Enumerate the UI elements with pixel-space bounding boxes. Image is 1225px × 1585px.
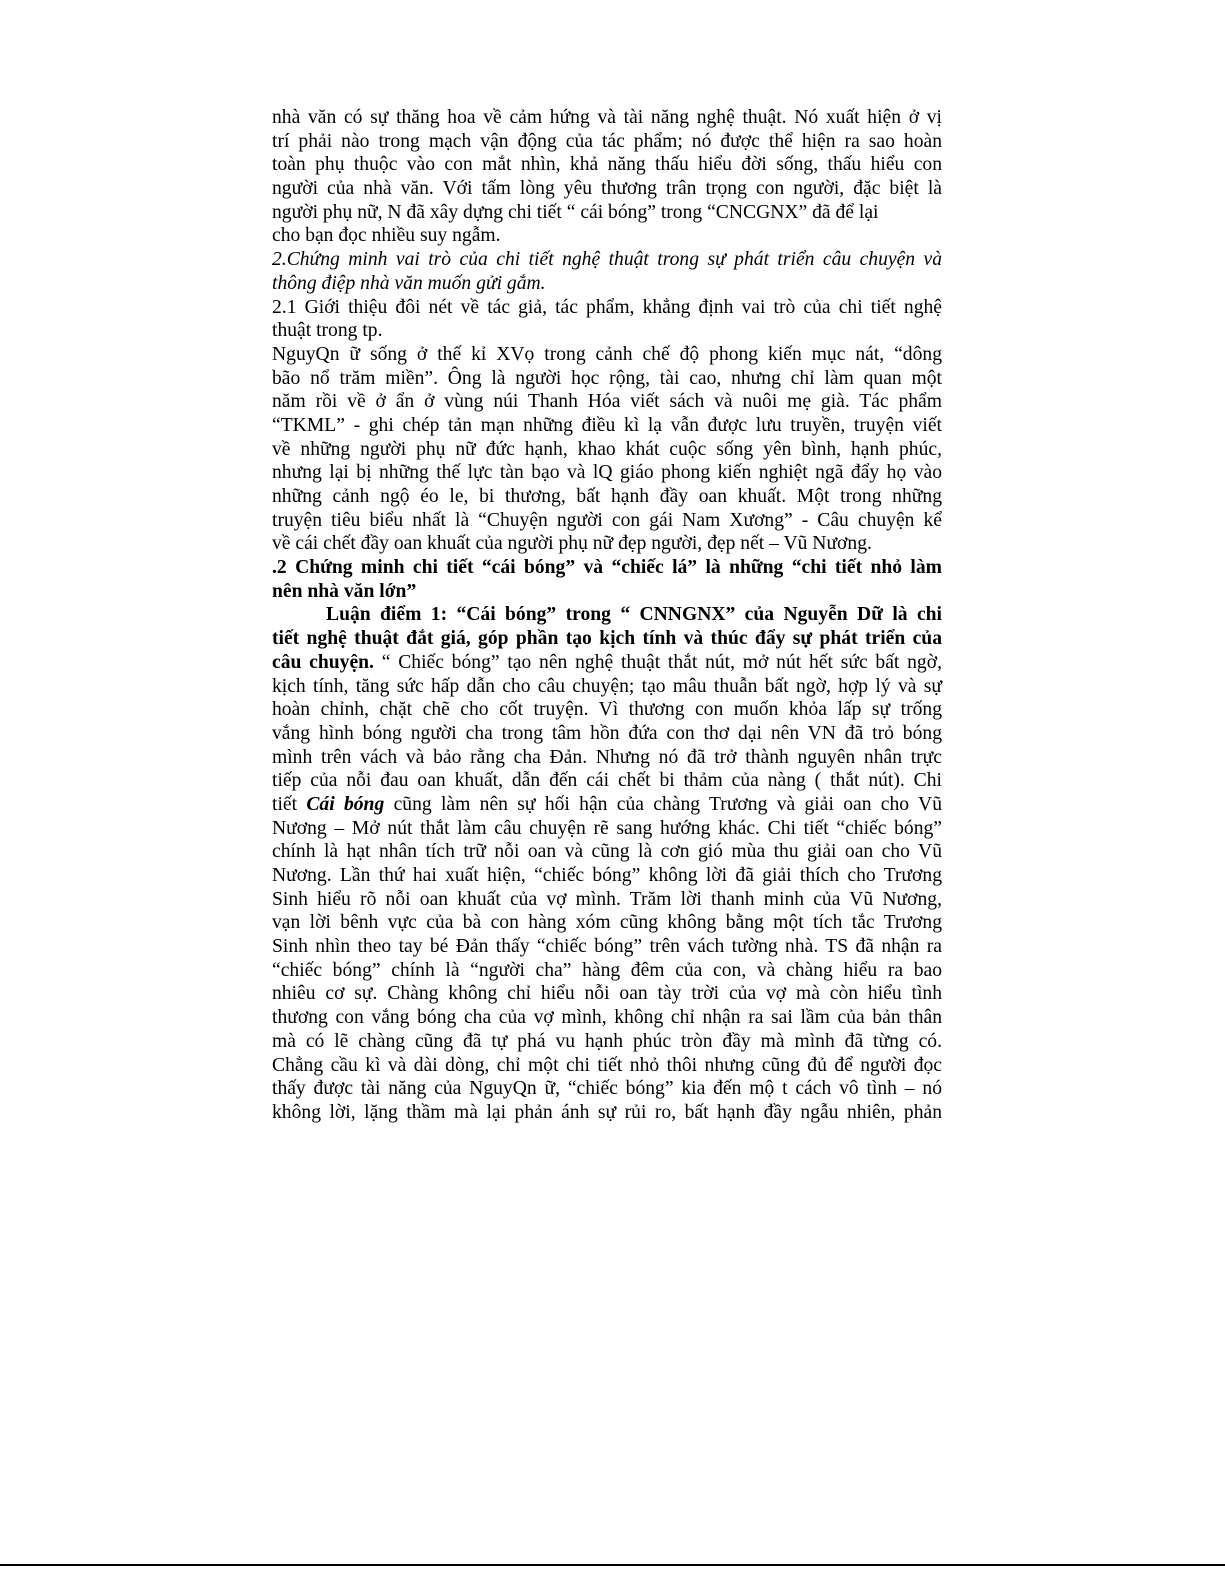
- text-line: về những người phụ nữ đức hạnh, khao khát cuộc sống yên bình, hạnh phúc,: [272, 438, 942, 460]
- text-line: năm rồi về ở ẩn ở vùng núi Thanh Hóa viết sách và nuôi mẹ già. Tác phẩm: [272, 391, 942, 413]
- argument-heading-line-3: [272, 651, 942, 675]
- text-line: không lời, lặng thầm mà lại phản ánh sự rủi ro, bất hạnh đầy ngẫu nhiên, phản: [272, 1101, 942, 1123]
- argument-body-start: “ Chiếc bóng” tạo nên nghệ thuật thắt nút, mở nút hết sức bất ngờ,: [373, 651, 942, 673]
- text-line: trí phải nào trong mạch vận động của tác phẩm; nó được thể hiện ra sao hoàn: [272, 130, 942, 152]
- text-line: người phụ nữ, N đã xây dựng chi tiết “ cái bóng” trong “CNCGNX” đã để lại: [272, 201, 879, 223]
- text-line: nhiêu cơ sự. Chàng không chỉ hiểu nỗi oan tày trời của vợ mà còn hiểu tình: [272, 983, 942, 1005]
- page-bottom-rule: [0, 1564, 1225, 1566]
- text-block-argument-2: [272, 817, 942, 1125]
- text-line: bão nổ trăm miền”. Ông là người học rộng, tài cao, nhưng chỉ làm quan một: [272, 367, 942, 389]
- text-line: mình trên vách và bảo rằng cha Đản. Nhưng nó đã trở thành nguyên nhân trực: [272, 746, 942, 768]
- text-line: nhưng lại bị những thế lực tàn bạo và lQ giáo phong kiến nghiệt ngã đẩy họ vào: [272, 462, 942, 484]
- text-line: người của nhà văn. Với tấm lòng yêu thương trân trọng con người, đặc biệt là: [272, 178, 942, 200]
- text-line: hoàn chỉnh, chặt chẽ cho cốt truyện. Vì thương con muốn khỏa lấp sự trống: [272, 699, 942, 721]
- text-line: Nương – Mở nút thắt làm câu chuyện rẽ sang hướng khác. Chi tiết “chiếc bóng”: [272, 817, 942, 839]
- text-line: Chẳng cầu kì và dài dòng, chỉ một chi tiết nhỏ thôi nhưng cũng đủ để người đọc: [272, 1054, 942, 1076]
- text-line: cho bạn đọc nhiều suy ngẫm.: [272, 225, 501, 247]
- text-line: Nương. Lần thứ hai xuất hiện, “chiếc bóng” không lời đã giải thích cho Trương: [272, 865, 942, 886]
- text-line: .2 Chứng minh chi tiết “cái bóng” và “chiếc lá” là những “chi tiết nhỏ làm: [272, 557, 942, 579]
- line-prefix: tiết: [272, 793, 307, 815]
- text-line: thấy được tài năng của NguyQn ữ, “chiếc bóng” kia đến mộ t cách vô tình – nó: [272, 1078, 942, 1100]
- text-line: thương con vắng bóng cha của vợ mình, không chỉ nhận ra sai lầm của bản thân: [272, 1007, 942, 1029]
- text-block-intro: [272, 106, 942, 603]
- argument-heading-line-2: tiết nghệ thuật đắt giá, góp phần tạo kịch tính và thúc đẩy sự phát triển của: [272, 628, 942, 650]
- text-line: 2.1 Giới thiệu đôi nét về tác giả, tác phẩm, khẳng định vai trò của chi tiết nghệ: [272, 296, 942, 318]
- text-line: truyện tiêu biểu nhất là “Chuyện người con gái Nam Xương” - Câu chuyện kể: [272, 509, 942, 531]
- text-line: “TKML” - ghi chép tản mạn những điều kì lạ vẫn được lưu truyền, truyện viết: [272, 414, 942, 436]
- text-block-argument-1: [272, 675, 942, 793]
- text-line: NguyQn ữ sống ở thế kỉ XVọ trong cảnh chế độ phong kiến mục nát, “dông: [272, 343, 942, 365]
- text-line: kịch tính, tăng sức hấp dẫn cho câu chuyện; tạo mâu thuẫn bất ngờ, hợp lý và sự: [272, 675, 942, 697]
- text-line: “chiếc bóng” chính là “người cha” hàng đêm của con, và chàng hiểu ra bao: [272, 959, 942, 981]
- text-line: về cái chết đầy oan khuất của người phụ nữ đẹp người, đẹp nết – Vũ Nương.: [272, 533, 872, 555]
- text-line: Sinh nhìn theo tay bé Đản thấy “chiếc bóng” trên vách tường nhà. TS đã nhận ra: [272, 936, 942, 958]
- text-line: thuật trong tp.: [272, 320, 383, 342]
- text-line: chính là hạt nhân tích trữ nỗi oan và cũng là cơn gió mùa thu giải oan cho Vũ: [272, 841, 942, 863]
- text-line: nhà văn có sự thăng hoa về cảm hứng và tài năng nghệ thuật. Nó xuất hiện ở vị: [272, 107, 942, 128]
- line-suffix: cũng làm nên sự hối hận của chàng Trương và giải oan cho Vũ: [384, 793, 942, 815]
- text-line: vạn lời bênh vực của bà con hàng xóm cũng không bằng một tích tắc Trương: [272, 912, 942, 934]
- text-line: thông điệp nhà văn muốn gửi gắm.: [272, 272, 546, 294]
- argument-heading-end: câu chuyện.: [272, 651, 374, 673]
- text-line: những cảnh ngộ éo le, bi thương, bất hạnh đầy oan khuất. Một trong những: [272, 486, 942, 507]
- text-line: 2.Chứng minh vai trò của chi tiết nghệ thuật trong sự phát triển câu chuyện và: [272, 249, 942, 271]
- argument-heading-line-1: Luận điểm 1: “Cái bóng” trong “ CNNGNX” của Nguyễn Dữ là chi: [326, 604, 942, 626]
- text-line: toàn phụ thuộc vào con mắt nhìn, khả năng thấu hiểu đời sống, thấu hiểu con: [272, 154, 942, 176]
- emphasis-cai-bong: Cái bóng: [306, 793, 385, 815]
- text-line: tiếp của nỗi đau oan khuất, dẫn đến cái chết bi thảm của nàng ( thắt nút). Chi: [272, 770, 942, 792]
- text-line: Sinh hiểu rõ nỗi oan khuất của vợ mình. Trăm lời thanh minh của Vũ Nương,: [272, 888, 942, 910]
- text-line: nên nhà văn lớn”: [272, 580, 417, 602]
- text-line: mà có lẽ chàng cũng đã tự phá vu hạnh phúc tròn đầy mà mình đã từng có.: [272, 1030, 942, 1052]
- argument-line-cai-bong: [272, 793, 942, 817]
- document-page: [272, 106, 942, 1125]
- text-line: vắng hình bóng người cha trong tâm hồn đứa con thơ dại nên VN đã trỏ bóng: [272, 722, 942, 744]
